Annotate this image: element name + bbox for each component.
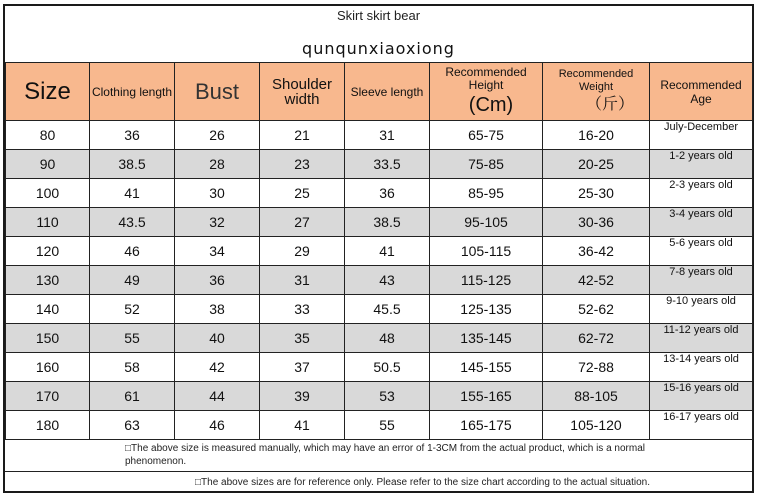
cell-length: 61: [90, 382, 175, 411]
table-row: [6, 382, 753, 411]
cell-length: 36: [90, 121, 175, 150]
cell-age: July-December: [650, 121, 753, 150]
table-row: [6, 295, 753, 324]
cell-sleeve: 33.5: [345, 150, 430, 179]
table-row: [6, 121, 753, 150]
cell-age: 16-17 years old: [650, 411, 753, 440]
cell-length: 38.5: [90, 150, 175, 179]
cell-weight: 72-88: [543, 353, 650, 382]
cell-length: 49: [90, 266, 175, 295]
cell-sleeve: 31: [345, 121, 430, 150]
cell-weight: 62-72: [543, 324, 650, 353]
brand-name: qunqunxiaoxiong: [302, 39, 455, 58]
cell-sleeve: 43: [345, 266, 430, 295]
cell-sleeve: 38.5: [345, 208, 430, 237]
cell-weight: 25-30: [543, 179, 650, 208]
table-row: [6, 237, 753, 266]
cell-shoulder: 37: [260, 353, 345, 382]
cell-length: 63: [90, 411, 175, 440]
cell-sleeve: 41: [345, 237, 430, 266]
table-body: [6, 121, 753, 440]
chart-title: Skirt skirt bear: [336, 8, 421, 23]
cell-weight: 88-105: [543, 382, 650, 411]
cell-age: 5-6 years old: [650, 237, 753, 266]
cell-size: 160: [6, 353, 90, 382]
cell-bust: 36: [175, 266, 260, 295]
cell-length: 41: [90, 179, 175, 208]
header-recommended-age: Recommended Age: [650, 63, 753, 121]
cell-bust: 26: [175, 121, 260, 150]
cell-age: 3-4 years old: [650, 208, 753, 237]
cell-shoulder: 29: [260, 237, 345, 266]
note-reference: □The above sizes are for reference only. Please refer to the size chart according to the actual situation.: [195, 477, 650, 488]
cell-height: 105-115: [430, 237, 543, 266]
note-measurement: □The above size is measured manually, which may have an error of 1-3CM from the actual product, which is a normal phenomenon.: [125, 443, 645, 467]
cell-size: 180: [6, 411, 90, 440]
cell-bust: 44: [175, 382, 260, 411]
table-row: [6, 324, 753, 353]
cell-shoulder: 25: [260, 179, 345, 208]
header-sleeve-length: Sleeve length: [345, 63, 430, 121]
cell-bust: 32: [175, 208, 260, 237]
cell-height: 135-145: [430, 324, 543, 353]
height-unit: (Cm): [468, 93, 514, 116]
header-recommended-weight: [543, 63, 650, 121]
table-row: [6, 411, 753, 440]
cell-weight: 20-25: [543, 150, 650, 179]
size-chart-frame: [3, 4, 754, 493]
cell-height: 65-75: [430, 121, 543, 150]
cell-size: 170: [6, 382, 90, 411]
cell-weight: 52-62: [543, 295, 650, 324]
weight-label: Recommended Weight: [558, 67, 634, 93]
cell-length: 58: [90, 353, 175, 382]
header-bust: Bust: [175, 63, 260, 121]
cell-sleeve: 53: [345, 382, 430, 411]
cell-age: 15-16 years old: [650, 382, 753, 411]
cell-weight: 36-42: [543, 237, 650, 266]
height-label: Recommended Height: [445, 64, 527, 92]
header-clothing-length: Clothing length: [90, 63, 175, 121]
table-row: [6, 266, 753, 295]
cell-age: 2-3 years old: [650, 179, 753, 208]
cell-bust: 28: [175, 150, 260, 179]
cell-shoulder: 41: [260, 411, 345, 440]
cell-length: 55: [90, 324, 175, 353]
cell-size: 140: [6, 295, 90, 324]
weight-unit: （斤）: [585, 95, 634, 113]
note-divider: [5, 471, 752, 472]
cell-size: 90: [6, 150, 90, 179]
cell-height: 125-135: [430, 295, 543, 324]
table-row: [6, 208, 753, 237]
cell-age: 9-10 years old: [650, 295, 753, 324]
cell-size: 120: [6, 237, 90, 266]
cell-shoulder: 21: [260, 121, 345, 150]
cell-shoulder: 23: [260, 150, 345, 179]
cell-sleeve: 48: [345, 324, 430, 353]
cell-shoulder: 31: [260, 266, 345, 295]
cell-age: 13-14 years old: [650, 353, 753, 382]
cell-shoulder: 39: [260, 382, 345, 411]
cell-weight: 105-120: [543, 411, 650, 440]
cell-bust: 42: [175, 353, 260, 382]
cell-height: 115-125: [430, 266, 543, 295]
table-row: [6, 353, 753, 382]
cell-age: 11-12 years old: [650, 324, 753, 353]
table-row: [6, 150, 753, 179]
header-recommended-height: [430, 63, 543, 121]
cell-size: 80: [6, 121, 90, 150]
cell-bust: 40: [175, 324, 260, 353]
cell-weight: 16-20: [543, 121, 650, 150]
cell-shoulder: 33: [260, 295, 345, 324]
cell-sleeve: 36: [345, 179, 430, 208]
cell-height: 155-165: [430, 382, 543, 411]
cell-size: 100: [6, 179, 90, 208]
header-shoulder-width: Shoulder width: [260, 63, 345, 121]
cell-weight: 30-36: [543, 208, 650, 237]
cell-height: 165-175: [430, 411, 543, 440]
cell-size: 130: [6, 266, 90, 295]
notes-section: [5, 439, 752, 488]
cell-bust: 30: [175, 179, 260, 208]
cell-sleeve: 55: [345, 411, 430, 440]
header-size: Size: [6, 63, 90, 121]
cell-height: 75-85: [430, 150, 543, 179]
cell-sleeve: 50.5: [345, 353, 430, 382]
cell-weight: 42-52: [543, 266, 650, 295]
cell-age: 1-2 years old: [650, 150, 753, 179]
cell-bust: 34: [175, 237, 260, 266]
cell-length: 43.5: [90, 208, 175, 237]
header-row: [6, 63, 753, 121]
cell-height: 85-95: [430, 179, 543, 208]
cell-bust: 46: [175, 411, 260, 440]
cell-bust: 38: [175, 295, 260, 324]
cell-height: 145-155: [430, 353, 543, 382]
cell-age: 7-8 years old: [650, 266, 753, 295]
size-table: [5, 62, 753, 440]
cell-size: 110: [6, 208, 90, 237]
cell-sleeve: 45.5: [345, 295, 430, 324]
cell-shoulder: 27: [260, 208, 345, 237]
cell-shoulder: 35: [260, 324, 345, 353]
table-row: [6, 179, 753, 208]
cell-length: 46: [90, 237, 175, 266]
cell-height: 95-105: [430, 208, 543, 237]
cell-length: 52: [90, 295, 175, 324]
cell-size: 150: [6, 324, 90, 353]
